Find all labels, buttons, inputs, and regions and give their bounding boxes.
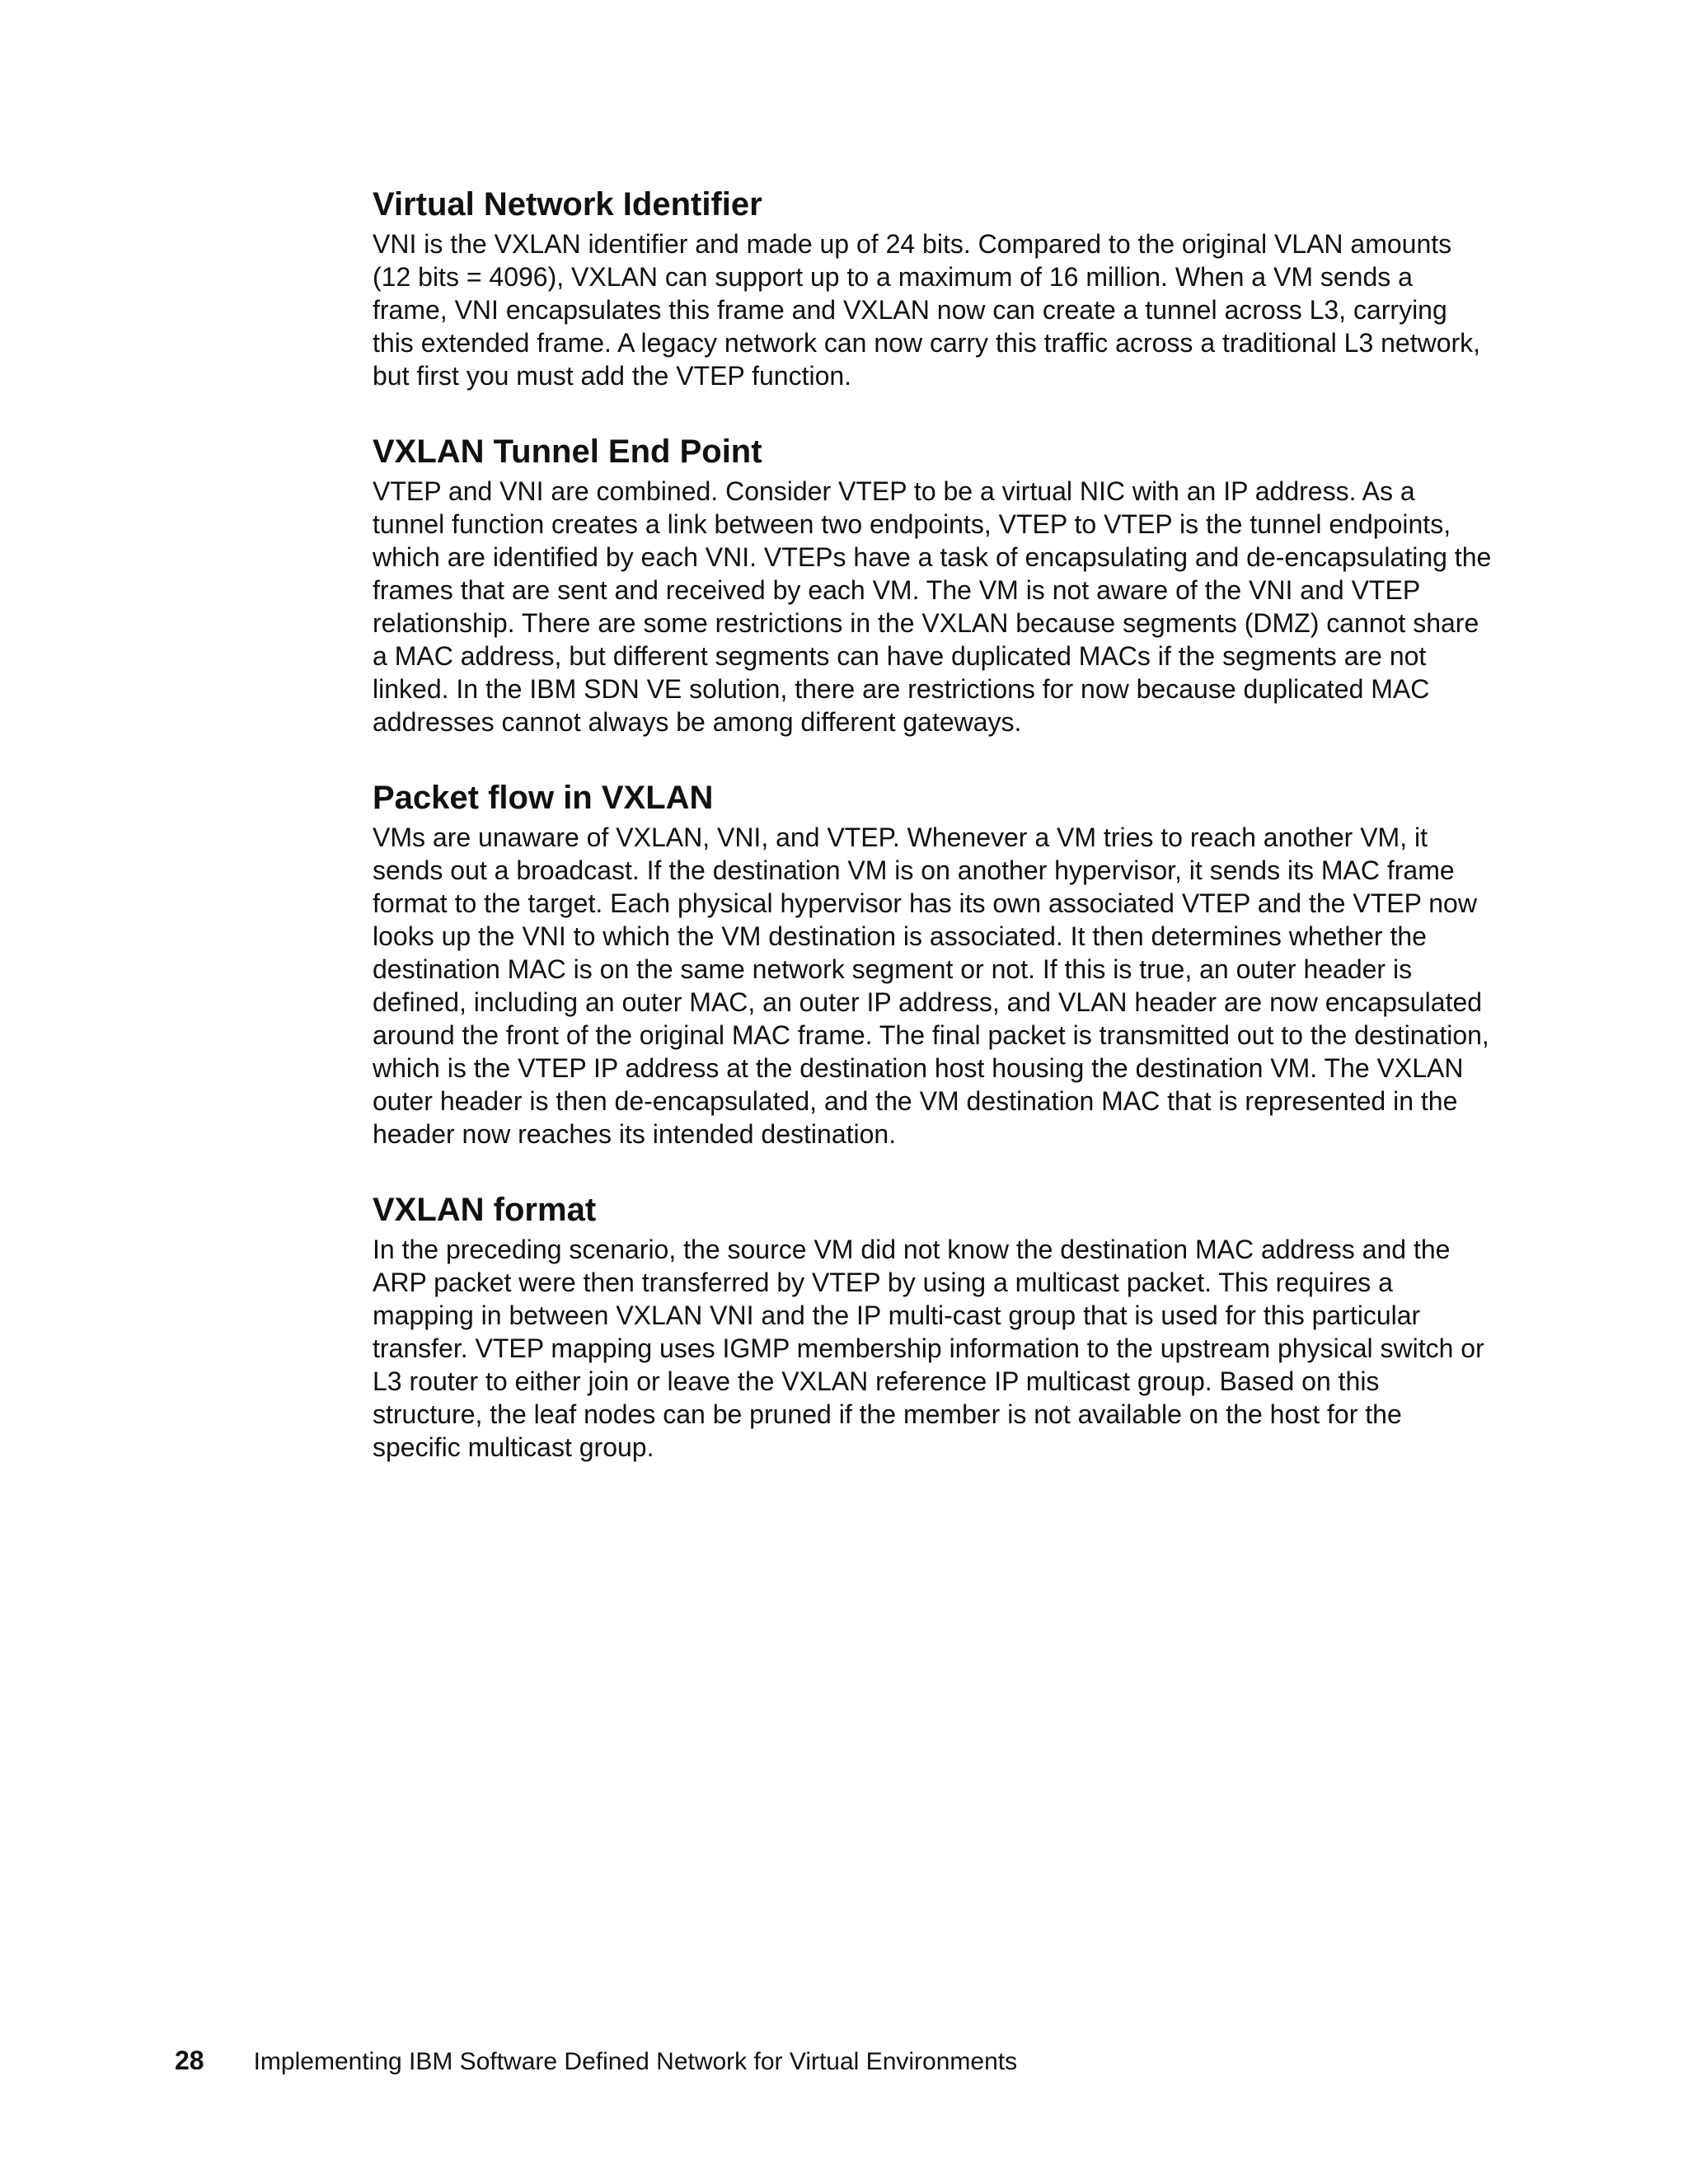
section-vxlan-format — [373, 1188, 1493, 1464]
section-paragraph: VNI is the VXLAN identifier and made up of 24 bits. Compared to the original VLAN amounts (12 bits = 4096), VXLAN can support up to a maximum of 16 million. When a VM sends a frame, VNI encapsulates this frame and VXLAN now can create a tunnel across L3, carrying this extended frame. A legacy network can now carry this traffic across a traditional L3 network, but first you must add the VTEP function. — [373, 229, 1481, 391]
page-content — [373, 183, 1493, 1502]
section-heading: Virtual Network Identifier — [373, 186, 762, 223]
section-packet-flow-in-vxlan — [373, 776, 1493, 1151]
page-number: 28 — [175, 2046, 204, 2075]
section-paragraph: VMs are unaware of VXLAN, VNI, and VTEP. Whenever a VM tries to reach another VM, it sends out a broadcast. If the destination VM is on another hypervisor, it sends its MAC frame format to the target. Each physical hypervisor has its own associated VTEP and the VTEP now looks up the VNI to which the VM destination is associated. It then determines whether the destination MAC is on the same network segment or not. If this is true, an outer header is defined, including an outer MAC, an outer IP address, and VLAN header are now encapsulated around the front of the original MAC frame. The final packet is transmitted out to the destination, which is the VTEP IP address at the destination host housing the destination VM. The VXLAN outer header is then de-encapsulated, and the VM destination MAC that is represented in the header now reaches its intended destination. — [373, 823, 1489, 1149]
section-heading: VXLAN Tunnel End Point — [373, 434, 762, 470]
section-heading: Packet flow in VXLAN — [373, 780, 714, 816]
section-virtual-network-identifier — [373, 183, 1493, 392]
section-heading: VXLAN format — [373, 1192, 597, 1228]
section-paragraph: In the preceding scenario, the source VM did not know the destination MAC address and the ARP packet were then transferred by VTEP by using a multicast packet. This requires a mapping in between VXLAN VNI and the IP multi-cast group that is used for this particular transfer. VTEP mapping uses IGMP membership information to the upstream physical switch or L3 router to either join or leave the VXLAN reference IP multicast group. Based on this structure, the leaf nodes can be pruned if the member is not available on the host for the specific multicast group. — [373, 1235, 1484, 1462]
running-title: Implementing IBM Software Defined Network for Virtual Environments — [253, 2048, 1018, 2075]
page-footer — [175, 2046, 1017, 2082]
section-vxlan-tunnel-end-point — [373, 430, 1493, 738]
section-paragraph: VTEP and VNI are combined. Consider VTEP to be a virtual NIC with an IP address. As a tunnel function creates a link between two endpoints, VTEP to VTEP is the tunnel endpoints, which are identified by each VNI. VTEPs have a task of encapsulating and de-encapsulating the frames that are sent and received by each VM. The VM is not aware of the VNI and VTEP relationship. There are some restrictions in the VXLAN because segments (DMZ) cannot share a MAC address, but different segments can have duplicated MACs if the segments are not linked. In the IBM SDN VE solution, there are restrictions for now because duplicated MAC addresses cannot always be among different gateways. — [373, 476, 1492, 737]
